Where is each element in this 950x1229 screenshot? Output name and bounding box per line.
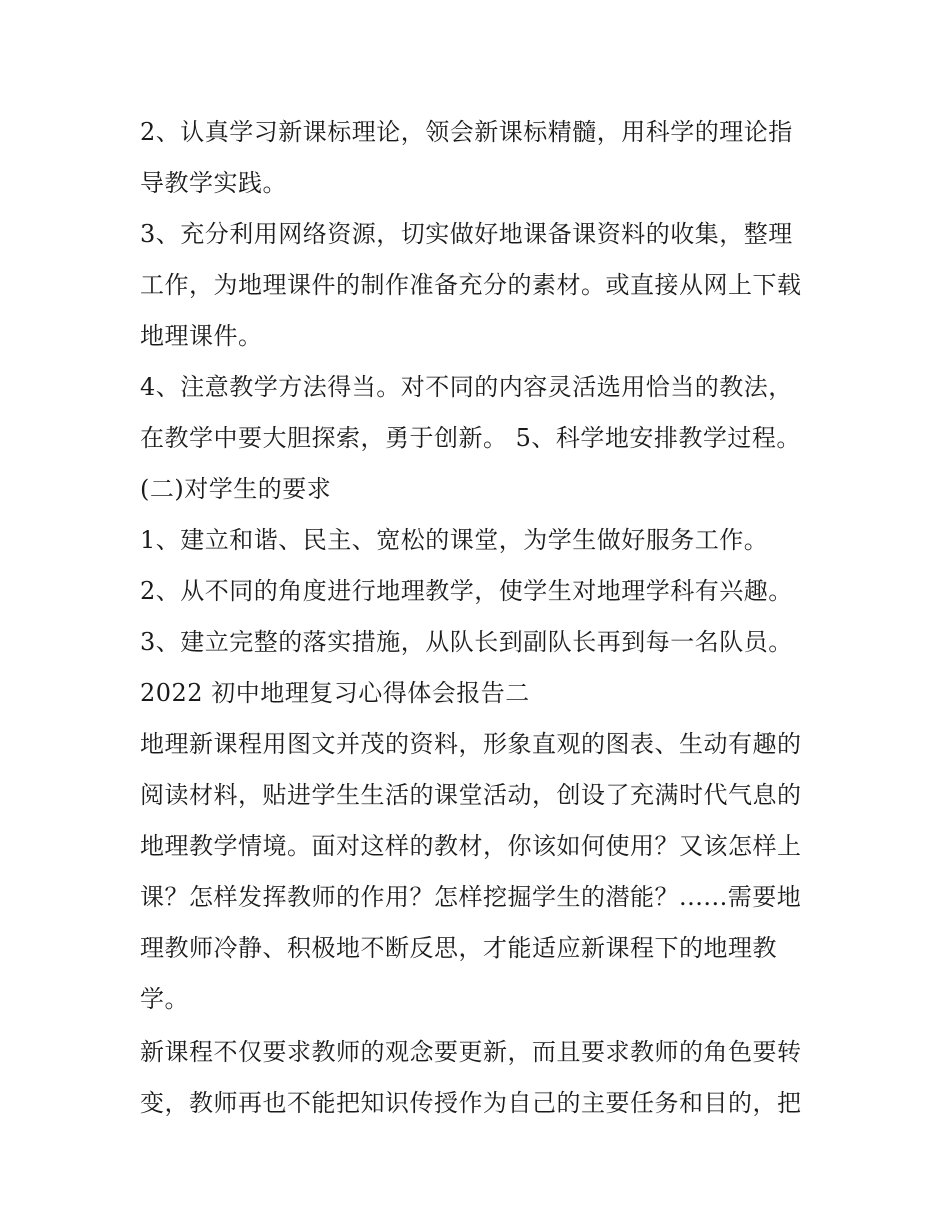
- report-title-two: 2022 初中地理复习心得体会报告二: [140, 679, 530, 707]
- body-paragraph-intro: 地理新课程用图文并茂的资料，形象直观的图表、生动有趣的阅读材料，贴进学生生活的课堂活动，创设了充满时代气息的地理教学情境。面对这样的教材，你该如何使用？又该怎样上课？怎样发挥教师的作用？怎样挖掘学生的潜能？......需要地理教师冷静、积极地不断反思，才能适应新课程下的地理教学。: [140, 730, 802, 1013]
- paragraph-item-3: 3、充分利用网络资源，切实做好地课备课资料的收集，整理工作，为地理课件的制作准备充分的素材。或直接从网上下载地理课件。: [140, 220, 802, 350]
- list-item-3: 3、建立完整的落实措施，从队长到副队长再到每一名队员。: [140, 628, 793, 656]
- document-body: [140, 107, 816, 1129]
- paragraph-item-2: 2、认真学习新课标理论，领会新课标精髓，用科学的理论指导教学实践。: [140, 118, 793, 197]
- list-item-2: 2、从不同的角度进行地理教学，使学生对地理学科有兴趣。: [140, 577, 793, 605]
- section-heading-student-requirements: (二)对学生的要求: [140, 475, 332, 503]
- list-item-1: 1、建立和谐、民主、宽松的课堂，为学生做好服务工作。: [140, 526, 769, 554]
- body-paragraph-role-change: 新课程不仅要求教师的观念要更新，而且要求教师的角色要转变，教师再也不能把知识传授作为自己的主要任务和目的，把: [140, 1038, 802, 1117]
- paragraph-item-4-5: 4、注意教学方法得当。对不同的内容灵活选用恰当的教法，在教学中要大胆探索，勇于创新。 5、科学地安排教学过程。: [140, 373, 801, 452]
